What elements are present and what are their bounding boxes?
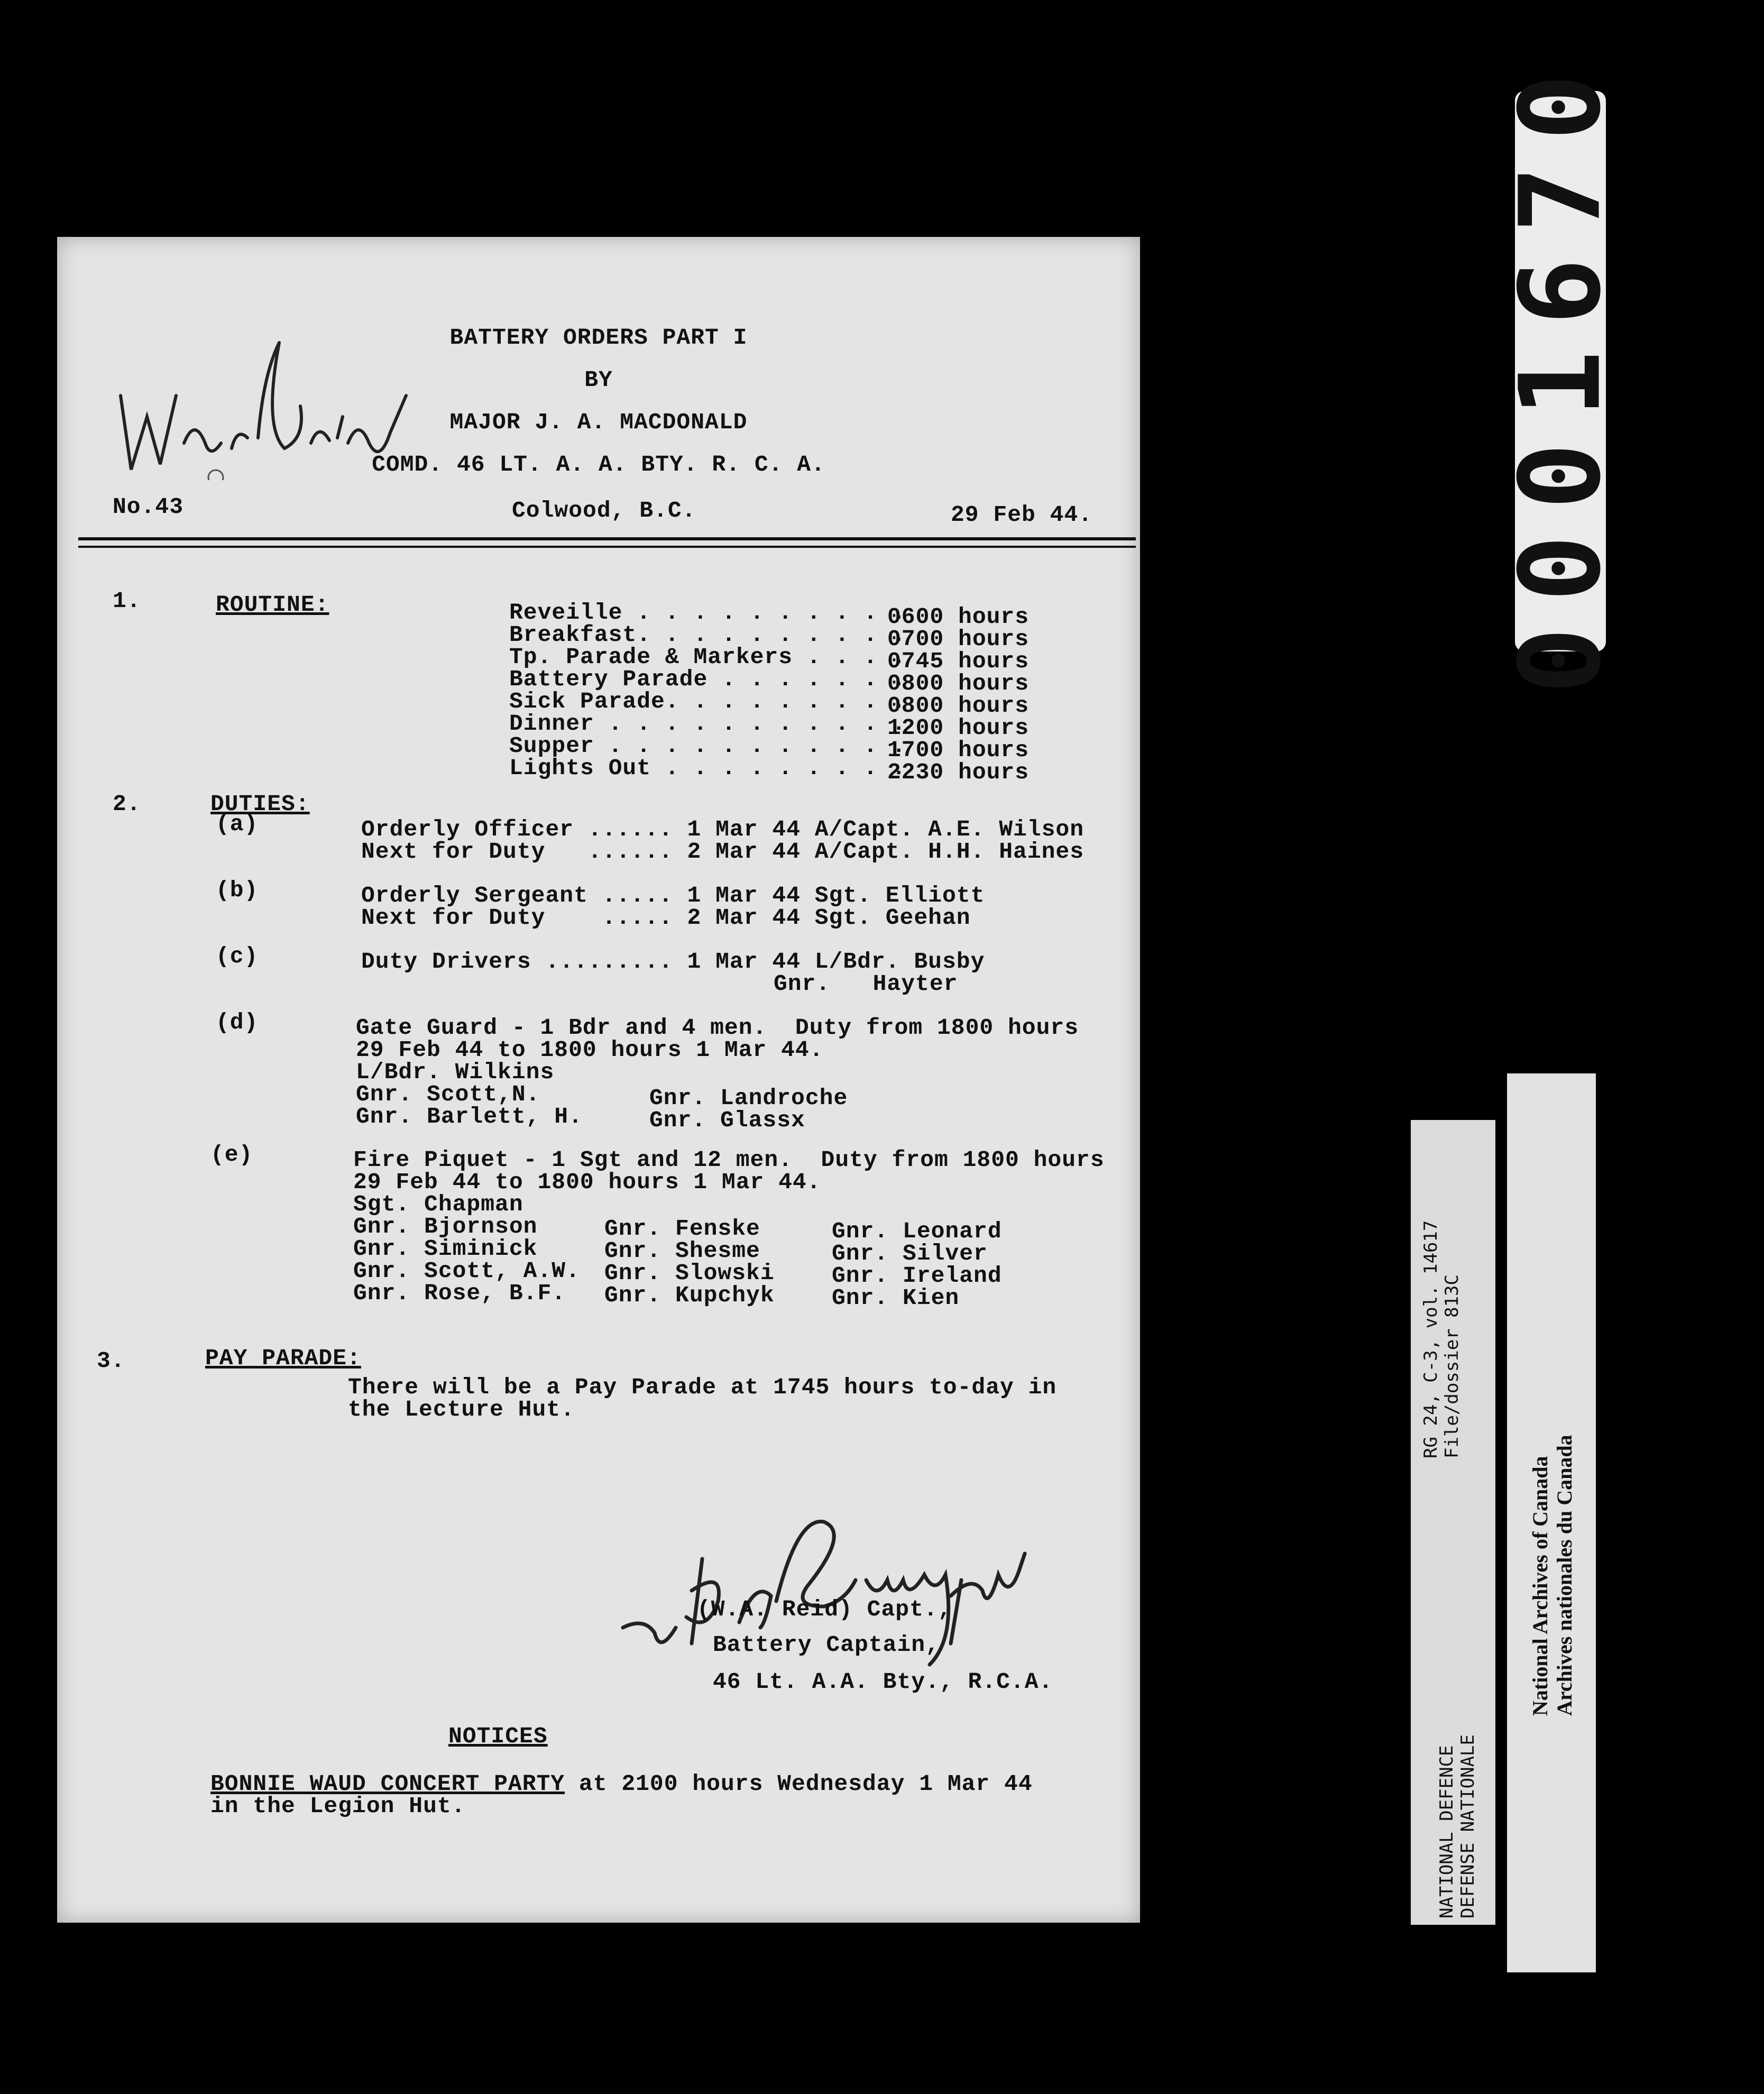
routine-time: 0745 hours	[887, 648, 1030, 674]
signature-unit: 46 Lt. A.A. Bty., R.C.A.	[713, 1669, 1053, 1695]
duty-c-line: Gnr. Hayter	[774, 971, 958, 997]
order-number: No.43	[113, 494, 184, 520]
section-2-number: 2.	[113, 791, 141, 817]
archive-number-stamp	[1495, 48, 1625, 694]
duty-b-line: Orderly Sergeant ..... 1 Mar 44 Sgt. Elliott	[361, 883, 985, 908]
notice-highlight: BONNIE WAUD CONCERT PARTY	[210, 1771, 565, 1797]
duty-e-name: Gnr. Kupchyk	[604, 1282, 775, 1308]
duty-e-name: Gnr. Fenske	[604, 1216, 760, 1242]
pay-parade-text: the Lecture Hut.	[348, 1397, 575, 1422]
duty-c-line: Duty Drivers ......... 1 Mar 44 L/Bdr. Busby	[361, 949, 985, 975]
archive-reference-block	[1420, 1220, 1463, 1458]
routine-time: 1200 hours	[887, 715, 1030, 741]
duty-e-name: Gnr. Kien	[832, 1285, 960, 1311]
duty-a-line: Orderly Officer ...... 1 Mar 44 A/Capt. A.E. Wilson	[361, 816, 1085, 842]
handwritten-signature-icon	[612, 1517, 1099, 1739]
header-divider-1	[78, 537, 1136, 540]
routine-time: 0800 hours	[887, 671, 1030, 696]
section-1-number: 1.	[113, 588, 141, 614]
routine-label: Breakfast. . . . . . . . . .	[509, 622, 906, 648]
duty-e-line: 29 Feb 44 to 1800 hours 1 Mar 44.	[353, 1169, 821, 1195]
archive-reference-strip	[1411, 1120, 1495, 1925]
department-en: NATIONAL DEFENCE	[1436, 1745, 1457, 1918]
section-pay-title: PAY PARADE:	[205, 1345, 361, 1371]
section-3-number: 3.	[97, 1348, 125, 1374]
order-place: Colwood, B.C.	[512, 498, 696, 524]
routine-time: 0600 hours	[887, 604, 1030, 630]
routine-time: 2230 hours	[887, 759, 1030, 785]
pay-parade-text: There will be a Pay Parade at 1745 hours to-day in	[348, 1374, 1057, 1400]
notices-title: NOTICES	[448, 1723, 548, 1749]
duty-d-line: 29 Feb 44 to 1800 hours 1 Mar 44.	[356, 1037, 824, 1063]
duty-e-name: Gnr. Shesme	[604, 1238, 760, 1264]
duty-e-name: Gnr. Slowski	[604, 1260, 775, 1286]
archives-fr: Archives nationales du Canada	[1552, 1435, 1576, 1716]
duty-d-line: Gate Guard - 1 Bdr and 4 men. Duty from 1800 hours	[356, 1015, 1079, 1041]
document-page	[57, 237, 1140, 1923]
routine-time: 1700 hours	[887, 737, 1030, 763]
header-divider-2	[78, 546, 1136, 548]
archive-reference: RG 24, C-3, vol. 14617	[1420, 1220, 1441, 1458]
duty-d-letter: (d)	[216, 1009, 259, 1035]
duty-e-name: Gnr. Leonard	[832, 1218, 1002, 1244]
department-block	[1436, 1734, 1478, 1918]
duty-e-line: Sgt. Chapman	[353, 1191, 523, 1217]
routine-label: Supper . . . . . . . . . . .	[509, 733, 906, 759]
header-officer: MAJOR J. A. MACDONALD	[449, 409, 748, 435]
document-title: BATTERY ORDERS PART I	[449, 325, 748, 351]
duty-a-line: Next for Duty ...... 2 Mar 44 A/Capt. H.H. Haines	[361, 839, 1085, 865]
department-fr: DEFENSE NATIONALE	[1457, 1734, 1478, 1918]
signature-title: Battery Captain,	[713, 1632, 940, 1658]
national-archives-strip	[1507, 1073, 1596, 1972]
header-by: BY	[584, 367, 613, 393]
stamp-number: 0001670	[1495, 48, 1625, 694]
archives-en: National Archives of Canada	[1528, 1456, 1552, 1716]
duty-b-line: Next for Duty ..... 2 Mar 44 Sgt. Geehan	[361, 905, 971, 931]
duty-e-line: Fire Piquet - 1 Sgt and 12 men. Duty from 1800 hours	[353, 1147, 1105, 1173]
duty-e-name: Gnr. Rose, B.F.	[353, 1280, 566, 1306]
signature-name: (W.A. Reid) Capt.,	[697, 1596, 952, 1622]
routine-label: Lights Out . . . . . . . . .	[509, 755, 906, 781]
notice-rest: at 2100 hours Wednesday 1 Mar 44	[565, 1771, 1033, 1797]
duty-e-name: Gnr. Silver	[832, 1241, 988, 1266]
routine-label: Reveille . . . . . . . . . .	[509, 600, 906, 626]
header-unit: COMD. 46 LT. A. A. BTY. R. C. A.	[372, 452, 825, 477]
duty-e-name: Gnr. Siminick	[353, 1236, 538, 1262]
duty-e-name: Gnr. Bjornson	[353, 1214, 538, 1239]
duty-c-letter: (c)	[216, 943, 259, 969]
duty-d-name: Gnr. Scott,N.	[356, 1081, 540, 1107]
routine-time: 0700 hours	[887, 626, 1030, 652]
routine-label: Sick Parade. . . . . . . . .	[509, 688, 906, 714]
order-date: 29 Feb 44.	[951, 502, 1093, 528]
section-routine-title: ROUTINE:	[216, 592, 329, 618]
duty-e-name: Gnr. Ireland	[832, 1263, 1002, 1289]
duty-e-letter: (e)	[210, 1142, 253, 1168]
notice-line	[210, 1773, 1033, 1795]
routine-label: Dinner . . . . . . . . . . .	[509, 711, 906, 737]
duty-d-name: Gnr. Barlett, H.	[356, 1104, 583, 1129]
routine-time: 0800 hours	[887, 693, 1030, 719]
duty-d-name: Gnr. Landroche	[649, 1085, 848, 1111]
duty-a-letter: (a)	[216, 811, 259, 837]
duty-b-letter: (b)	[216, 877, 259, 903]
duty-d-line: L/Bdr. Wilkins	[356, 1059, 555, 1085]
routine-label: Tp. Parade & Markers . . . .	[509, 644, 906, 670]
duty-d-name: Gnr. Glassx	[649, 1107, 805, 1133]
section-duties-title: DUTIES:	[210, 791, 310, 817]
archive-file: File/dossier 813C	[1441, 1274, 1463, 1458]
duty-e-name: Gnr. Scott, A.W.	[353, 1258, 580, 1284]
archives-block	[1528, 1435, 1577, 1716]
notice-line-2: in the Legion Hut.	[210, 1793, 466, 1819]
routine-label: Battery Parade . . . . . . .	[509, 666, 906, 692]
